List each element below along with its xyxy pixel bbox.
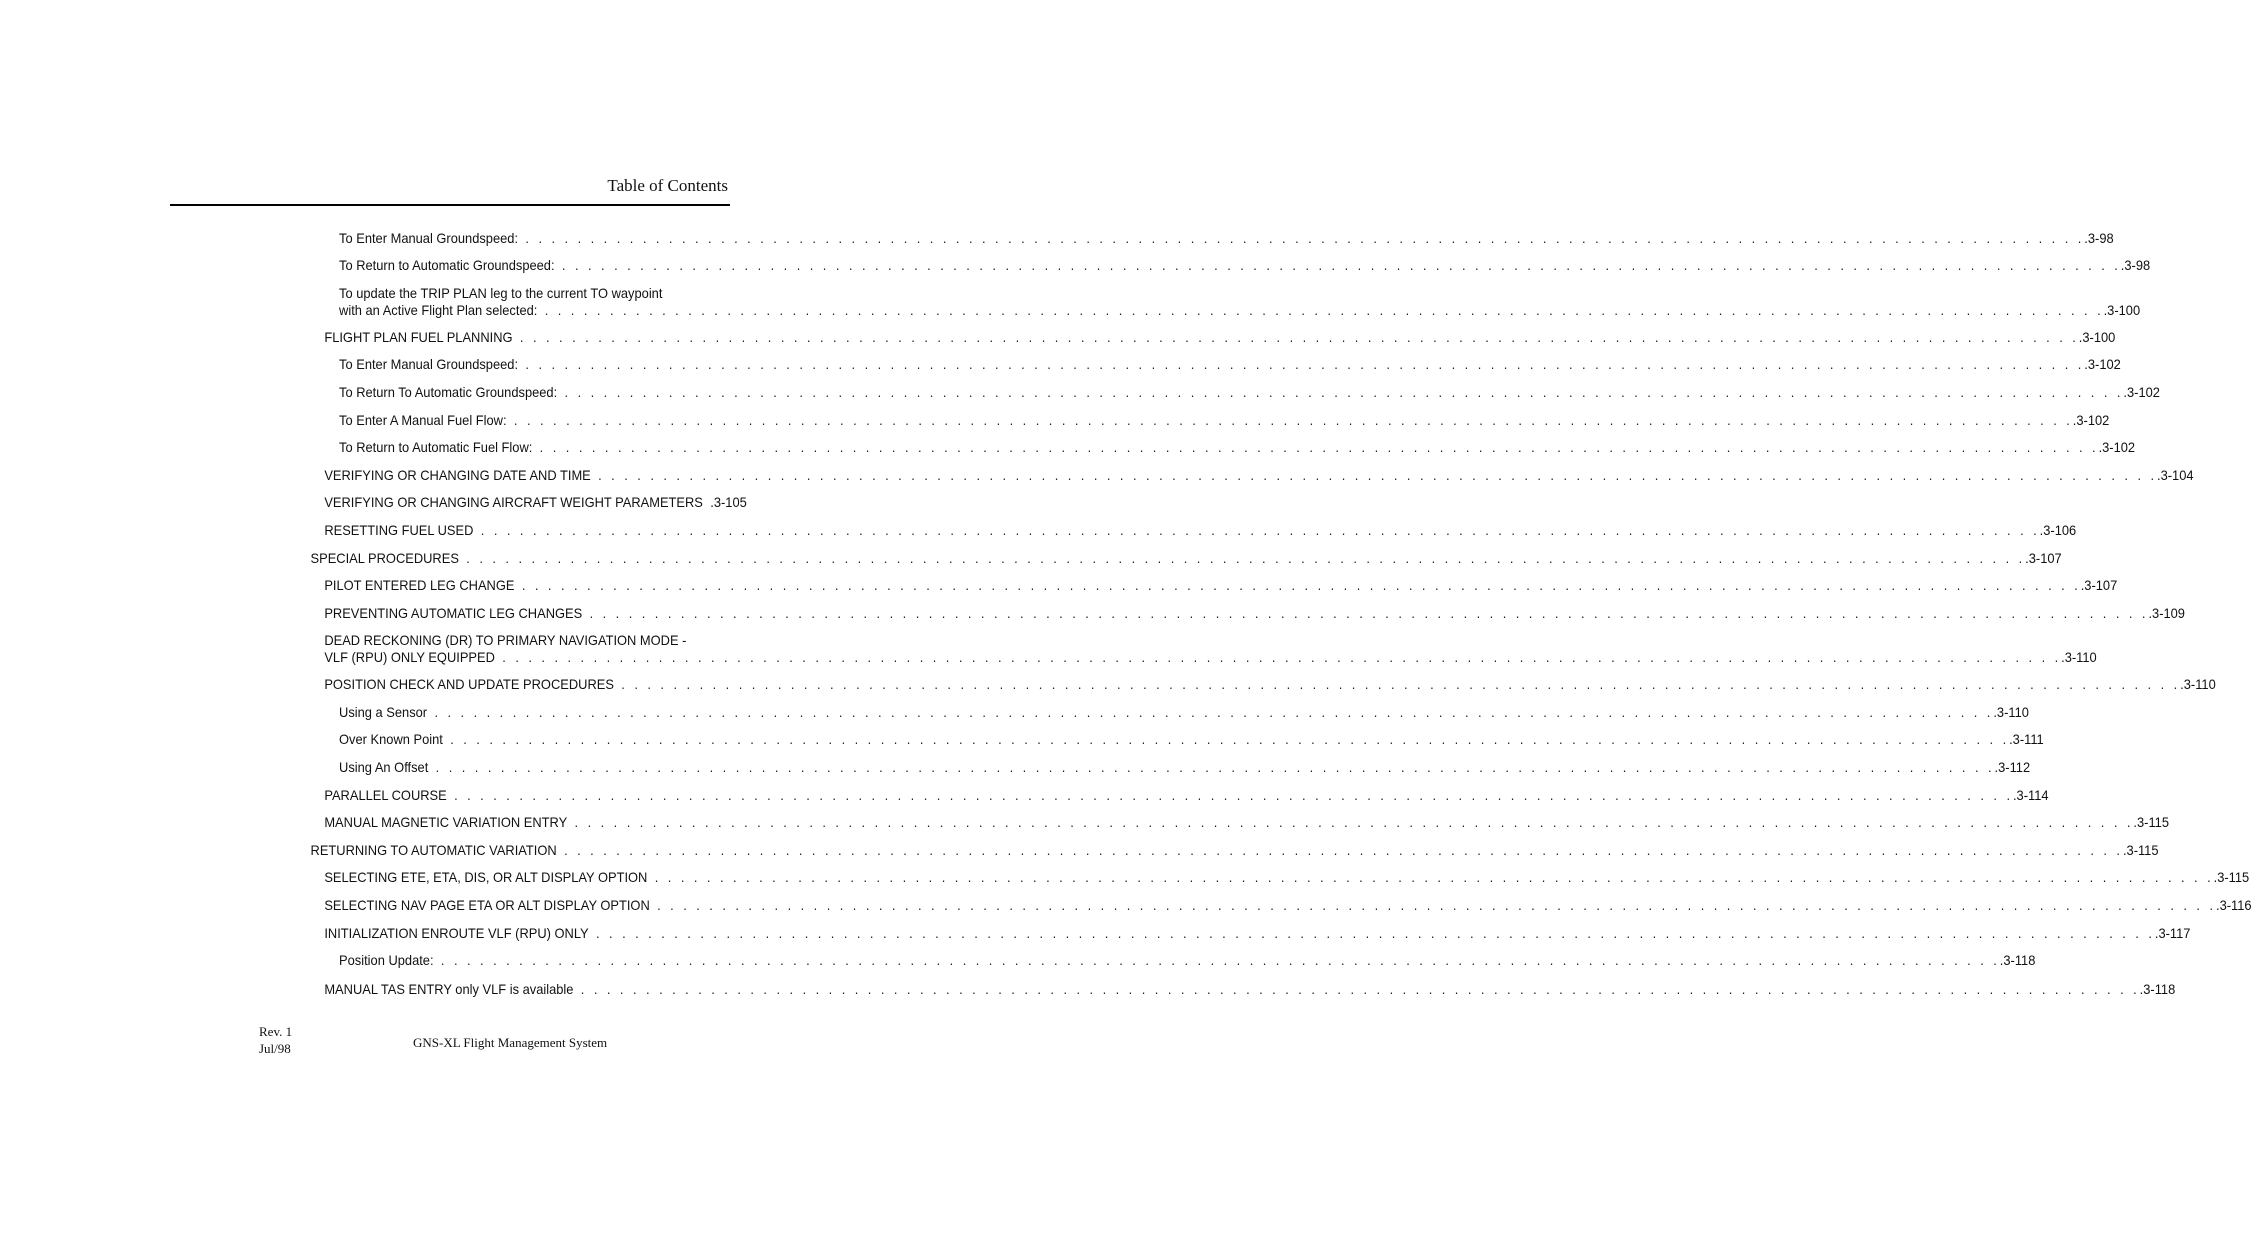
toc-page-number: .3-102 xyxy=(2084,356,2121,372)
toc-entry[interactable] xyxy=(339,439,2136,456)
toc-entry[interactable] xyxy=(339,412,2110,429)
toc-entry[interactable] xyxy=(324,676,2216,693)
toc-page-number: .3-98 xyxy=(2084,230,2114,246)
toc-page-number: .3-105 xyxy=(710,494,747,510)
toc-page-number: .3-109 xyxy=(2148,605,2185,621)
dot-leader: . . . . . . . . . . . . . . . . . . . . . . . . . . . . . . . . . . . . . . . . . . . . . . . . . . . . . . . . . . . . . . . . . . . . . . . . . . . . . . . . . . . . . . . . . . . . . . . . . . . . . . . . . . . . . . . . . . . . . . . . xyxy=(589,605,2149,621)
toc-entry[interactable] xyxy=(324,925,2191,942)
toc-entry-title: To Enter A Manual Fuel Flow: xyxy=(339,412,507,428)
toc-entry-title: PREVENTING AUTOMATIC LEG CHANGES xyxy=(324,605,583,621)
toc-entry[interactable] xyxy=(324,494,747,511)
toc-page-number: .3-115 xyxy=(2122,842,2159,858)
toc-entry[interactable] xyxy=(324,787,2049,804)
toc-page-number: .3-116 xyxy=(2215,897,2252,913)
footer-rev-date: Jul/98 xyxy=(259,1041,291,1056)
toc-entry[interactable] xyxy=(324,814,2169,831)
toc-page-number: .3-110 xyxy=(1993,704,2029,720)
toc-entry-title: with an Active Flight Plan selected: xyxy=(339,302,538,318)
dot-leader: . . . . . . . . . . . . . . . . . . . . . . . . . . . . . . . . . . . . . . . . . . . . . . . . . . . . . . . . . . . . . . . . . . . . . . . . . . . . . . . . . . . . . . . . . . . . . . . . . . . . . . . . . . . . . . . . . . . . . . . . xyxy=(434,704,1994,720)
toc-page-number: .3-112 xyxy=(1994,759,2031,775)
page-header-title: Table of Contents xyxy=(607,176,728,195)
toc-page-number: .3-115 xyxy=(2133,814,2169,830)
toc-entry[interactable] xyxy=(339,952,2036,969)
toc-entry-title: SELECTING ETE, ETA, DIS, OR ALT DISPLAY OPTION xyxy=(324,869,648,885)
dot-leader: . . . . . . . . . . . . . . . . . . . . . . . . . . . . . . . . . . . . . . . . . . . . . . . . . . . . . . . . . . . . . . . . . . . . . . . . . . . . . . . . . . . . . . . . . . . . . . . . . . . . . . . . . . . . . . . . . . . . . . . . xyxy=(574,814,2134,830)
toc-page-number: .3-110 xyxy=(2180,676,2216,692)
toc-page-number: .3-98 xyxy=(2120,257,2151,273)
toc-entry-title: VLF (RPU) ONLY EQUIPPED xyxy=(324,649,495,665)
toc-entry-title: INITIALIZATION ENROUTE VLF (RPU) ONLY xyxy=(324,925,589,941)
dot-leader: . . . . . . . . . . . . . . . . . . . . . . . . . . . . . . . . . . . . . . . . . . . . . . . . . . . . . . . . . . . . . . . . . . . . . . . . . . . . . . . . . . . . . . . . . . . . . . . . . . . . . . . . . . . . . . . . . . . . . . . . xyxy=(513,412,2073,428)
toc-entry[interactable] xyxy=(324,522,2077,539)
dot-leader: . . . . . . . . . . . . . . . . . . . . . . . . . . . . . . . . . . . . . . . . . . . . . . . . . . . . . . . . . . . . . . . . . . . . . . . . . . . . . . . . . . . . . . . . . . . . . . . . . . . . . . . . . . . . . . . . . . . . . . . . xyxy=(621,676,2181,692)
toc-entry-title: Using a Sensor xyxy=(339,704,428,720)
toc-entry[interactable] xyxy=(324,329,2116,346)
toc-page-number: .3-104 xyxy=(2157,467,2194,483)
dot-leader: . . . . . . . . . . . . . . . . . . . . . . . . . . . . . . . . . . . . . . . . . . . . . . . . . . . . . . . . . . . . . . . . . . . . . . . . . . . . . . . . . . . . . . . . . . . . . . . . . . . . . . . . . . . . . . . . . . . . . . . . xyxy=(521,577,2081,593)
toc-entry-title: Using An Offset xyxy=(339,759,429,775)
toc-entry-title: VERIFYING OR CHANGING AIRCRAFT WEIGHT PARAMETERS xyxy=(324,494,703,510)
toc-entry[interactable] xyxy=(339,285,2141,319)
footer-rev-number: Rev. 1 xyxy=(259,1024,293,1039)
toc-entry[interactable] xyxy=(339,257,2151,274)
footer-document-title: GNS-XL Flight Management System xyxy=(413,1035,608,1050)
dot-leader: . . . . . . . . . . . . . . . . . . . . . . . . . . . . . . . . . . . . . . . . . . . . . . . . . . . . . . . . . . . . . . . . . . . . . . . . . . . . . . . . . . . . . . . . . . . . . . . . . . . . . . . . . . . . . . . . . . . . . . . . xyxy=(564,842,2123,858)
toc-entry[interactable] xyxy=(324,981,2176,998)
toc-entry-title: To Return to Automatic Groundspeed: xyxy=(339,257,555,273)
toc-entry[interactable] xyxy=(339,230,2114,247)
toc-page-number: .3-102 xyxy=(2072,412,2110,428)
toc-page-number: .3-102 xyxy=(2098,439,2136,455)
dot-leader: . . . . . . . . . . . . . . . . . . . . . . . . . . . . . . . . . . . . . . . . . . . . . . . . . . . . . . . . . . . . . . . . . . . . . . . . . . . . . . . . . . . . . . . . . . . . . . . . . . . . . . . . . . . . . . . . . . . . . . . . xyxy=(657,897,2216,913)
toc-entry-title: To Return To Automatic Groundspeed: xyxy=(339,384,558,400)
dot-leader: . . . . . . . . . . . . . . . . . . . . . . . . . . . . . . . . . . . . . . . . . . . . . . . . . . . . . . . . . . . . . . . . . . . . . . . . . . . . . . . . . . . . . . . . . . . . . . . . . . . . . . . . . . . . . . . . . . . . . . . . xyxy=(450,731,2010,747)
toc-page-number: .3-100 xyxy=(2103,302,2141,318)
toc-entry-title: POSITION CHECK AND UPDATE PROCEDURES xyxy=(324,676,614,692)
toc-entry-title: RESETTING FUEL USED xyxy=(324,522,474,538)
toc-entry-title-line: DEAD RECKONING (DR) TO PRIMARY NAVIGATION MODE - xyxy=(324,632,687,648)
toc-page-number: .3-110 xyxy=(2061,649,2097,665)
dot-leader: . . . . . . . . . . . . . . . . . . . . . . . . . . . . . . . . . . . . . . . . . . . . . . . . . . . . . . . . . . . . . . . . . . . . . . . . . . . . . . . . . . . . . . . . . . . . . . . . . . . . . . . . . . . . . . . . . . . . . . . . xyxy=(544,302,2104,318)
toc-page-number: .3-100 xyxy=(2078,329,2116,345)
toc-page-number: .3-107 xyxy=(2025,550,2062,566)
toc-entry[interactable] xyxy=(339,759,2031,776)
toc-entry[interactable] xyxy=(324,577,2118,594)
dot-leader: . . . . . . . . . . . . . . . . . . . . . . . . . . . . . . . . . . . . . . . . . . . . . . . . . . . . . . . . . . . . . . . . . . . . . . . . . . . . . . . . . . . . . . . . . . . . . . . . . . . . . . . . . . . . . . . . . . . . . . . . xyxy=(435,759,1995,775)
dot-leader: . . . . . . . . . . . . . . . . . . . . . . . . . . . . . . . . . . . . . . . . . . . . . . . . . . . . . . . . . . . . . . . . . . . . . . . . . . . . . . . . . . . . . . . . . . . . . . . . . . . . . . . . . . . . . . . . . . . . . . . . xyxy=(525,356,2085,372)
dot-leader: . . . . . . . . . . . . . . . . . . . . . . . . . . . . . . . . . . . . . . . . . . . . . . . . . . . . . . . . . . . . . . . . . . . . . . . . . . . . . . . . . . . . . . . . . . . . . . . . . . . . . . . . . . . . . . . . . . . . . . . . xyxy=(525,230,2085,246)
toc-page-number: .3-111 xyxy=(2009,731,2044,747)
toc-entry-title: PARALLEL COURSE xyxy=(324,787,447,803)
toc-entry-title: RETURNING TO AUTOMATIC VARIATION xyxy=(310,842,557,858)
toc-entry-title: SELECTING NAV PAGE ETA OR ALT DISPLAY OPTION xyxy=(324,897,650,913)
toc-entry[interactable] xyxy=(339,704,2029,721)
dot-leader: . . . . . . . . . . . . . . . . . . . . . . . . . . . . . . . . . . . . . . . . . . . . . . . . . . . . . . . . . . . . . . . . . . . . . . . . . . . . . . . . . . . . . . . . . . . . . . . . . . . . . . . . . . . . . . . . . . . . . . . . xyxy=(440,952,2000,968)
toc-entry-title: To Return to Automatic Fuel Flow: xyxy=(339,439,533,455)
toc-entry[interactable] xyxy=(324,897,2252,914)
toc-entry-title: To Enter Manual Groundspeed: xyxy=(339,356,519,372)
dot-leader: . . . . . . . . . . . . . . . . . . . . . . . . . . . . . . . . . . . . . . . . . . . . . . . . . . . . . . . . . . . . . . . . . . . . . . . . . . . . . . . . . . . . . . . . . . . . . . . . . . . . . . . . . . . . . . . . . . . . . . . . xyxy=(480,522,2040,538)
toc-page-number: .3-107 xyxy=(2080,577,2118,593)
toc-entry[interactable] xyxy=(339,731,2044,748)
dot-leader: . . . . . . . . . . . . . . . . . . . . . . . . . . . . . . . . . . . . . . . . . . . . . . . . . . . . . . . . . . . . . . . . . . . . . . . . . . . . . . . . . . . . . . . . . . . . . . . . . . . . . . . . . . . . . . . . . . . . . . . . xyxy=(519,329,2079,345)
toc-entry[interactable] xyxy=(310,550,2062,567)
dot-leader: . . . . . . . . . . . . . . . . . . . . . . . . . . . . . . . . . . . . . . . . . . . . . . . . . . . . . . . . . . . . . . . . . . . . . . . . . . . . . . . . . . . . . . . . . . . . . . . . . . . . . . . . . . . . . . . . . . . . . . . . xyxy=(466,550,2026,566)
dot-leader: . . . . . . . . . . . . . . . . . . . . . . . . . . . . . . . . . . . . . . . . . . . . . . . . . . . . . . . . . . . . . . . . . . . . . . . . . . . . . . . . . . . . . . . . . . . . . . . . . . . . . . . . . . . . . . . . . . . . . . . . xyxy=(598,467,2158,483)
dot-leader: . . . . . . . . . . . . . . . . . . . . . . . . . . . . . . . . . . . . . . . . . . . . . . . . . . . . . . . . . . . . . . . . . . . . . . . . . . . . . . . . . . . . . . . . . . . . . . . . . . . . . . . . . . . . . . . . . . . . . . . . xyxy=(539,439,2099,455)
dot-leader: . . . . . . . . . . . . . . . . . . . . . . . . . . . . . . . . . . . . . . . . . . . . . . . . . . . . . . . . . . . . . . . . . . . . . . . . . . . . . . . . . . . . . . . . . . . . . . . . . . . . . . . . . . . . . . . . . . . . . . . . xyxy=(595,925,2155,941)
toc-entry-title-line: To update the TRIP PLAN leg to the current TO waypoint xyxy=(339,285,663,301)
toc-page-number: .3-114 xyxy=(2012,787,2049,803)
footer-revision xyxy=(259,1023,292,1057)
toc-page-number: .3-118 xyxy=(2139,981,2176,997)
toc-entry[interactable] xyxy=(324,869,2250,886)
dot-leader: . . . . . . . . . . . . . . . . . . . . . . . . . . . . . . . . . . . . . . . . . . . . . . . . . . . . . . . . . . . . . . . . . . . . . . . . . . . . . . . . . . . . . . . . . . . . . . . . . . . . . . . . . . . . . . . . . . . . . . . . xyxy=(580,981,2140,997)
toc-page-number: .3-115 xyxy=(2213,869,2250,885)
toc-entry-title: Over Known Point xyxy=(339,731,443,747)
toc-entry-title: MANUAL MAGNETIC VARIATION ENTRY xyxy=(324,814,568,830)
toc-page-number: .3-106 xyxy=(2039,522,2077,538)
toc-entry[interactable] xyxy=(310,842,2159,859)
toc-entry-title: PILOT ENTERED LEG CHANGE xyxy=(324,577,515,593)
toc-entry[interactable] xyxy=(339,356,2121,373)
toc-entry-title: Position Update: xyxy=(339,952,434,968)
toc-entry[interactable] xyxy=(324,467,2194,484)
dot-leader: . . . . . . . . . . . . . . . . . . . . . . . . . . . . . . . . . . . . . . . . . . . . . . . . . . . . . . . . . . . . . . . . . . . . . . . . . . . . . . . . . . . . . . . . . . . . . . . . . . . . . . . . . . . . . . . . . . . . . . . . xyxy=(502,649,2062,665)
dot-leader: . . . . . . . . . . . . . . . . . . . . . . . . . . . . . . . . . . . . . . . . . . . . . . . . . . . . . . . . . . . . . . . . . . . . . . . . . . . . . . . . . . . . . . . . . . . . . . . . . . . . . . . . . . . . . . . . . . . . . . . . xyxy=(654,869,2214,885)
toc-entry-title: To Enter Manual Groundspeed: xyxy=(339,230,519,246)
toc-entry-title: MANUAL TAS ENTRY only VLF is available xyxy=(324,981,574,997)
dot-leader: . . . . . . . . . . . . . . . . . . . . . . . . . . . . . . . . . . . . . . . . . . . . . . . . . . . . . . . . . . . . . . . . . . . . . . . . . . . . . . . . . . . . . . . . . . . . . . . . . . . . . . . . . . . . . . . . . . . . . . . . xyxy=(564,384,2124,400)
toc-entry[interactable] xyxy=(324,605,2185,622)
toc-entry-title: FLIGHT PLAN FUEL PLANNING xyxy=(324,329,513,345)
toc-page-number: .3-118 xyxy=(1999,952,2036,968)
toc-page-number: .3-102 xyxy=(2123,384,2160,400)
toc-page-number: .3-117 xyxy=(2154,925,2191,941)
toc-entry[interactable] xyxy=(324,632,2097,666)
dot-leader: . . . . . . . . . . . . . . . . . . . . . . . . . . . . . . . . . . . . . . . . . . . . . . . . . . . . . . . . . . . . . . . . . . . . . . . . . . . . . . . . . . . . . . . . . . . . . . . . . . . . . . . . . . . . . . . . . . . . . . . . xyxy=(454,787,2013,803)
dot-leader: . . . . . . . . . . . . . . . . . . . . . . . . . . . . . . . . . . . . . . . . . . . . . . . . . . . . . . . . . . . . . . . . . . . . . . . . . . . . . . . . . . . . . . . . . . . . . . . . . . . . . . . . . . . . . . . . . . . . . . . . xyxy=(561,257,2121,273)
toc-entry[interactable] xyxy=(339,384,2160,401)
toc-entry-title: VERIFYING OR CHANGING DATE AND TIME xyxy=(324,467,591,483)
toc-entry-title: SPECIAL PROCEDURES xyxy=(310,550,459,566)
